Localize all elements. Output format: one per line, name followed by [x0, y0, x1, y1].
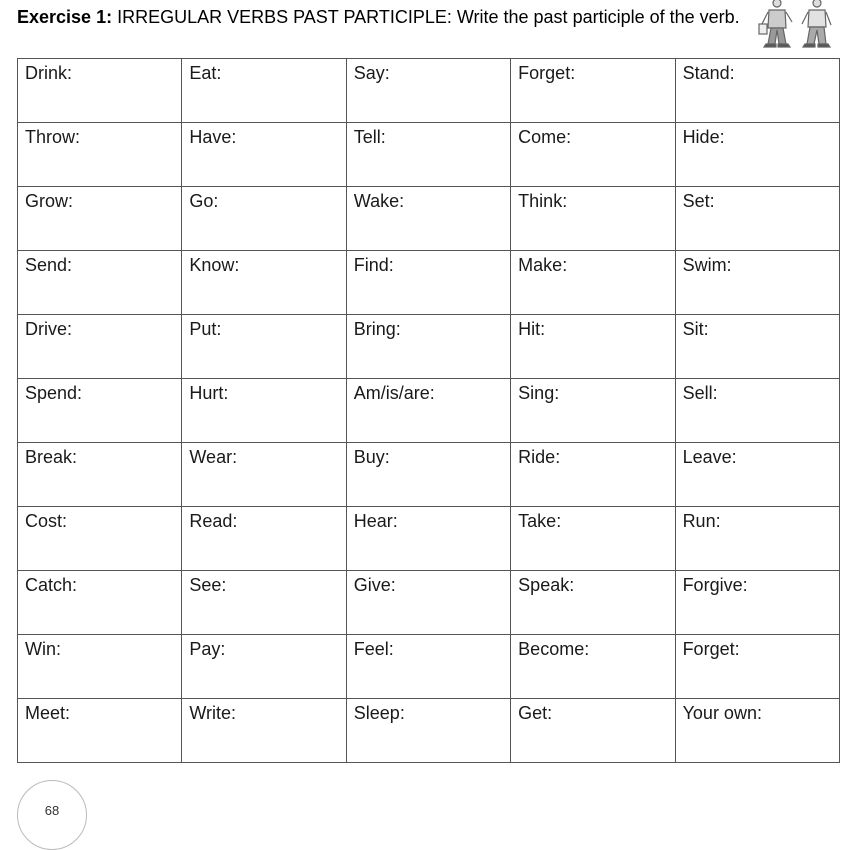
verb-cell[interactable]: Hurt:: [182, 379, 346, 443]
verb-cell[interactable]: See:: [182, 571, 346, 635]
verb-cell[interactable]: Hide:: [675, 123, 839, 187]
table-row: [18, 251, 840, 315]
verb-cell[interactable]: Your own:: [675, 699, 839, 763]
verb-cell[interactable]: Meet:: [18, 699, 182, 763]
verb-cell[interactable]: Forget:: [511, 59, 675, 123]
verb-cell[interactable]: Break:: [18, 443, 182, 507]
verb-cell[interactable]: Hit:: [511, 315, 675, 379]
verb-cell[interactable]: Put:: [182, 315, 346, 379]
table-row: [18, 571, 840, 635]
verb-cell[interactable]: Read:: [182, 507, 346, 571]
verb-cell[interactable]: Think:: [511, 187, 675, 251]
verb-cell[interactable]: Speak:: [511, 571, 675, 635]
verb-cell[interactable]: Run:: [675, 507, 839, 571]
verb-cell[interactable]: Have:: [182, 123, 346, 187]
verb-cell[interactable]: Buy:: [346, 443, 510, 507]
verb-cell[interactable]: Throw:: [18, 123, 182, 187]
exercise-instruction: IRREGULAR VERBS PAST PARTICIPLE: Write the past participle of the verb.: [112, 7, 740, 27]
verb-cell[interactable]: Spend:: [18, 379, 182, 443]
verb-cell[interactable]: Get:: [511, 699, 675, 763]
verb-cell[interactable]: Come:: [511, 123, 675, 187]
table-row: [18, 379, 840, 443]
table-row: [18, 123, 840, 187]
verb-cell[interactable]: Grow:: [18, 187, 182, 251]
verb-cell[interactable]: Eat:: [182, 59, 346, 123]
verb-cell[interactable]: Become:: [511, 635, 675, 699]
table-row: [18, 443, 840, 507]
verb-cell[interactable]: Sing:: [511, 379, 675, 443]
verb-cell[interactable]: Ride:: [511, 443, 675, 507]
verb-cell[interactable]: Say:: [346, 59, 510, 123]
table-row: [18, 59, 840, 123]
verb-cell[interactable]: Send:: [18, 251, 182, 315]
exercise-label: Exercise 1:: [17, 7, 113, 27]
verb-cell[interactable]: Catch:: [18, 571, 182, 635]
table-row: [18, 699, 840, 763]
verb-cell[interactable]: Pay:: [182, 635, 346, 699]
verb-cell[interactable]: Forgive:: [675, 571, 839, 635]
verb-cell[interactable]: Set:: [675, 187, 839, 251]
verb-cell[interactable]: Make:: [511, 251, 675, 315]
verb-cell[interactable]: Take:: [511, 507, 675, 571]
verb-cell[interactable]: Hear:: [346, 507, 510, 571]
verb-cell[interactable]: Cost:: [18, 507, 182, 571]
table-row: [18, 635, 840, 699]
verb-cell[interactable]: Wake:: [346, 187, 510, 251]
verb-cell[interactable]: Write:: [182, 699, 346, 763]
verb-cell[interactable]: Am/is/are:: [346, 379, 510, 443]
verb-cell[interactable]: Sell:: [675, 379, 839, 443]
verb-cell[interactable]: Go:: [182, 187, 346, 251]
table-row: [18, 187, 840, 251]
verb-cell[interactable]: Bring:: [346, 315, 510, 379]
verb-cell[interactable]: Sleep:: [346, 699, 510, 763]
verb-cell[interactable]: Know:: [182, 251, 346, 315]
verbs-table: [17, 58, 840, 763]
verb-cell[interactable]: Win:: [18, 635, 182, 699]
verb-cell[interactable]: Swim:: [675, 251, 839, 315]
verb-cell[interactable]: Stand:: [675, 59, 839, 123]
verb-cell[interactable]: Find:: [346, 251, 510, 315]
table-row: [18, 507, 840, 571]
verb-cell[interactable]: Give:: [346, 571, 510, 635]
verb-cell[interactable]: Feel:: [346, 635, 510, 699]
verb-cell[interactable]: Drive:: [18, 315, 182, 379]
students-illustration: [755, 0, 840, 48]
verb-cell[interactable]: Tell:: [346, 123, 510, 187]
table-row: [18, 315, 840, 379]
page-number: 68: [44, 803, 60, 818]
exercise-title: [17, 6, 752, 29]
verb-cell[interactable]: Leave:: [675, 443, 839, 507]
verb-cell[interactable]: Forget:: [675, 635, 839, 699]
verb-cell[interactable]: Drink:: [18, 59, 182, 123]
verb-cell[interactable]: Wear:: [182, 443, 346, 507]
verb-cell[interactable]: Sit:: [675, 315, 839, 379]
page-number-badge: [17, 780, 87, 850]
